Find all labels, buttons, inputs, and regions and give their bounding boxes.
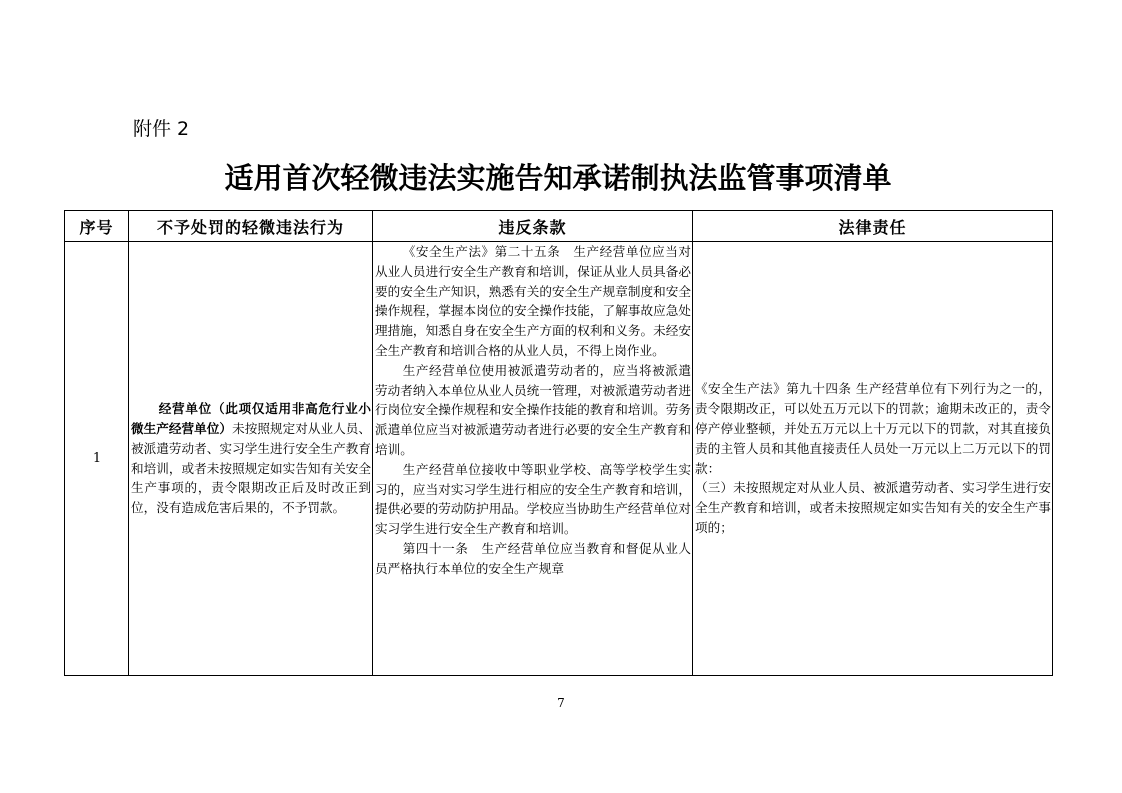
table-row <box>65 242 1053 676</box>
page-number: 7 <box>557 696 565 710</box>
liability-cell <box>693 242 1053 676</box>
header-articles: 违反条款 <box>373 211 693 242</box>
article-paragraph: 第四十一条 生产经营单位应当教育和督促从业人员严格执行本单位的安全生产规章 <box>375 540 691 576</box>
article-paragraph: 生产经营单位接收中等职业学校、高等学校学生实习的，应当对实习学生进行相应的安全生产教育和培训，提供必要的劳动防护用品。学校应当协助生产经营单位对实习学生进行安全生产教育和培训。 <box>375 461 691 537</box>
article-paragraph: 生产经营单位使用被派遣劳动者的，应当将被派遣劳动者纳入本单位从业人员统一管理，对被派遣劳动者进行岗位安全操作规程和安全操作技能的教育和培训。劳务派遣单位应当对被派遣劳动者进行必要的安全生产教育和培训。 <box>375 362 691 457</box>
violation-cell <box>129 242 373 676</box>
violation-text: 未按照规定对从业人员、被派遣劳动者、实习学生进行安全生产教育和培训，或者未按照规定如实告知有关安全生产事项的，责令限期改正后及时改正到位，没有造成危害后果的，不予罚款。 <box>131 420 372 516</box>
liability-paragraph: 《安全生产法》第九十四条 生产经营单位有下列行为之一的，责令限期改正，可以处五万元以下的罚款；逾期未改正的，责令停产停业整顿，并处五万元以上十万元以下的罚款，对其直接负责的主管人员和其他直接责任人员处一万元以上二万元以下的罚款： <box>695 381 1051 476</box>
header-violation: 不予处罚的轻微违法行为 <box>129 211 373 242</box>
regulation-table <box>64 210 1053 676</box>
table-header-row <box>65 211 1053 242</box>
header-no: 序号 <box>65 211 129 242</box>
article-paragraph: 《安全生产法》第二十五条 生产经营单位应当对从业人员进行安全生产教育和培训，保证从业人员具备必要的安全生产知识，熟悉有关的安全生产规章制度和安全操作规程，掌握本岗位的安全操作技能，了解事故应急处理措施，知悉自身在安全生产方面的权利和义务。未经安全生产教育和培训合格的从业人员，不得上岗作业。 <box>375 244 691 358</box>
row-number: 1 <box>65 242 129 676</box>
header-liability: 法律责任 <box>693 211 1053 242</box>
violation-lead: 经营单位（此项仅适用非高危行业小微生产经营单位） <box>131 401 371 436</box>
articles-cell <box>373 242 693 676</box>
document-title: 适用首次轻微违法实施告知承诺制执法监管事项清单 <box>224 161 892 195</box>
attachment-label: 附件 2 <box>133 118 190 140</box>
liability-paragraph: （三）未按照规定对从业人员、被派遣劳动者、实习学生进行安全生产教育和培训，或者未按照规定如实告知有关的安全生产事项的； <box>695 480 1051 535</box>
